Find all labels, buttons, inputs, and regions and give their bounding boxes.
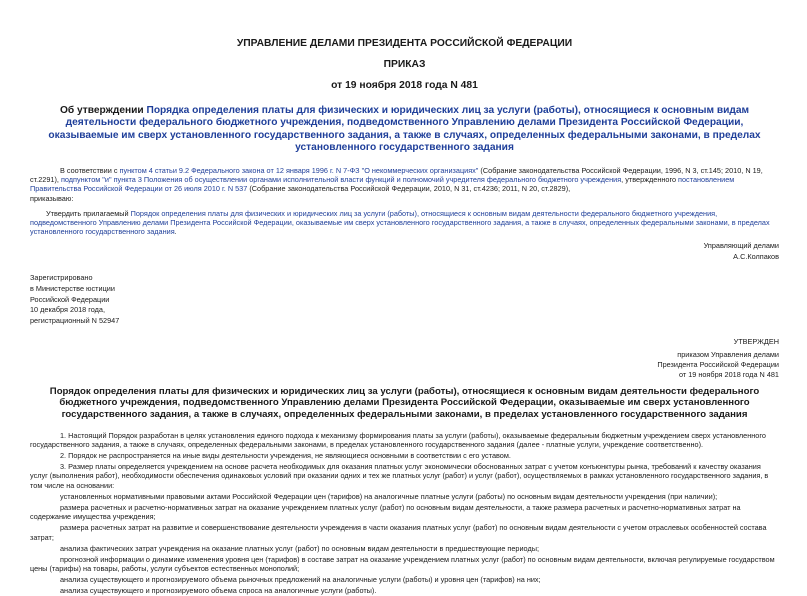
signatory-position: Управляющий делами [703,240,779,250]
regulation-reference-link[interactable]: подпунктом "и" пункта 3 Положения об осуществлении органами исполнительной власти функций и полномочий учредителя федерального бюджетного учреждения [60,174,622,184]
preamble-text-2: (Собрание законодательства Российской Федерации, 1996, N 3, ст.145; 2010, N 19, ст.2291), [30,165,763,184]
approve-text-2: . [174,227,177,237]
order-word: приказываю: [30,193,74,203]
law-reference-link[interactable]: пунктом 4 статьи 9.2 Федерального закона от 12 января 1996 г. N 7-ФЗ "О некоммерческих организациях" [119,165,479,175]
approve-text-1: Утвердить прилагаемый [46,208,131,218]
registration-block [30,273,779,327]
order-title-prefix: Об утверждении [59,105,147,116]
approve-paragraph [30,209,779,237]
doc-type-heading: ПРИКАЗ [383,59,426,70]
preamble-text-4: (Собрание законодательства Российской Федерации, 2010, N 31, ст.4236; 2011, N 20, ст.2829), [247,184,571,194]
signatory-name: А.С.Колпаков [733,252,779,261]
approval-stamp-block [30,337,779,380]
approval-line: приказом Управления делами [677,349,779,359]
preamble-text-1: В соответствии с [60,165,120,175]
order-title [34,105,775,155]
preamble-paragraph [30,166,779,194]
approval-line: от 19 ноября 2018 года N 481 [678,369,779,379]
subclause: размера расчетных затрат на развитие и совершенствование деятельности учреждения в части оказания платных услуг (работ) по основным видам деятельности с учетом отраслевых особенностей состава затрат; [30,523,767,542]
resolution-reference-link[interactable]: постановлением Правительства Российской Федерации от 26 июля 2010 г. N 537 [30,174,735,194]
procedure-title: Порядок определения платы для физических и юридических лиц за услуги (работы), относящиеся к основным видам деятельности федерального бюджетного учреждения, подведомственного Управлению делами Президента Российской Федерации, оказываемые им сверх установленного государственного задания, а также в случаях, определенных федеральными законами, в пределах установленного государственного задания [49,385,760,420]
approval-line: Президента Российской Федерации [657,359,779,369]
registration-line: Российской Федерации [30,294,110,304]
procedure-link[interactable]: Порядок определения платы для физических и юридических лиц за услуги (работы), относящиеся к основным видам деятельности федерального бюджетного учреждения, подведомственного Управлению делами Президента Российской Федерации, оказываемые им сверх установленного государственного задания, а также в случаях, определенных федеральными законами, в пределах установленного государственного задания [30,208,770,237]
clause-3: 3. Размер платы определяется учреждением на основе расчета необходимых для оказания платных услуг экономически обоснованных затрат с учетом конъюнктуры рынка, требований к качеству оказания услуг (выполнения работ), необходимости обеспечения одинаковых условий при оказании одних и тех же платных услуг (работ) и услуг (работ), осуществляемых в рамках установленного государственного задания, в том числе на основании: [30,462,769,490]
subclause: размера расчетных и расчетно-нормативных затрат на оказание учреждением платных услуг (работ) по основным видам деятельности, а также размера расчетных и расчетно-нормативных затрат на содержание имущества учреждения; [30,502,741,522]
doc-date-number: от 19 ноября 2018 года N 481 [331,80,478,91]
subclause: анализа существующего и прогнозируемого объема спроса на аналогичные услуги (работы). [60,586,377,596]
subclause: установленных нормативными правовыми актами Российской Федерации цен (тарифов) на аналогичные платные услуги (работы) по основным видам деятельности учреждения (при наличии); [60,491,718,501]
registration-line: Зарегистрировано [30,273,93,283]
registration-line: в Министерстве юстиции [30,284,115,293]
approval-line: УТВЕРЖДЕН [733,336,779,346]
order-title-link[interactable]: Порядка определения платы для физических и юридических лиц за услуги (работы), относящиеся к основным видам деятельности федерального бюджетного учреждения, подведомственного Управлению делами Президента Российской Федерации, оказываемые им сверх установленного государственного задания, а также в случаях, определенных федеральными законами, в пределах установленного государственного задания [48,105,761,154]
registration-line: регистрационный N 52947 [30,316,120,326]
subclause: анализа фактических затрат учреждения на оказание платных услуг (работ) по основным видам деятельности в предшествующие периоды; [60,543,539,553]
registration-line: 10 декабря 2018 года, [30,305,106,315]
preamble-text-3: , утвержденного [621,174,679,184]
signature-block [30,241,779,262]
clause-1: 1. Настоящий Порядок разработан в целях установления единого подхода к механизму формирования платы за услуги (работы), оказываемые федеральным бюджетным учреждением сверх установленного государственного задания, а также в случаях, определенных федеральными законами, в пределах установленного государственного задания (далее - платные услуги, учреждение соответственно). [30,430,766,449]
clause-2: 2. Порядок не распространяется на иные виды деятельности учреждения, не являющиеся основными в соответствии с его уставом. [60,450,511,460]
issuer-heading: УПРАВЛЕНИЕ ДЕЛАМИ ПРЕЗИДЕНТА РОССИЙСКОЙ ФЕДЕРАЦИИ [236,38,573,49]
subclause: прогнозной информации о динамике изменения уровня цен (тарифов) в составе затрат на оказание учреждением платных услуг (работ) по основным видам деятельности, включая регулируемые государством цены (тарифы) на товары, работы, услуги субъектов естественных монополий; [30,554,775,574]
subclause: анализа существующего и прогнозируемого объема рыночных предложений на аналогичные услуги (работы) и уровня цен (тарифов) на них; [60,575,541,585]
